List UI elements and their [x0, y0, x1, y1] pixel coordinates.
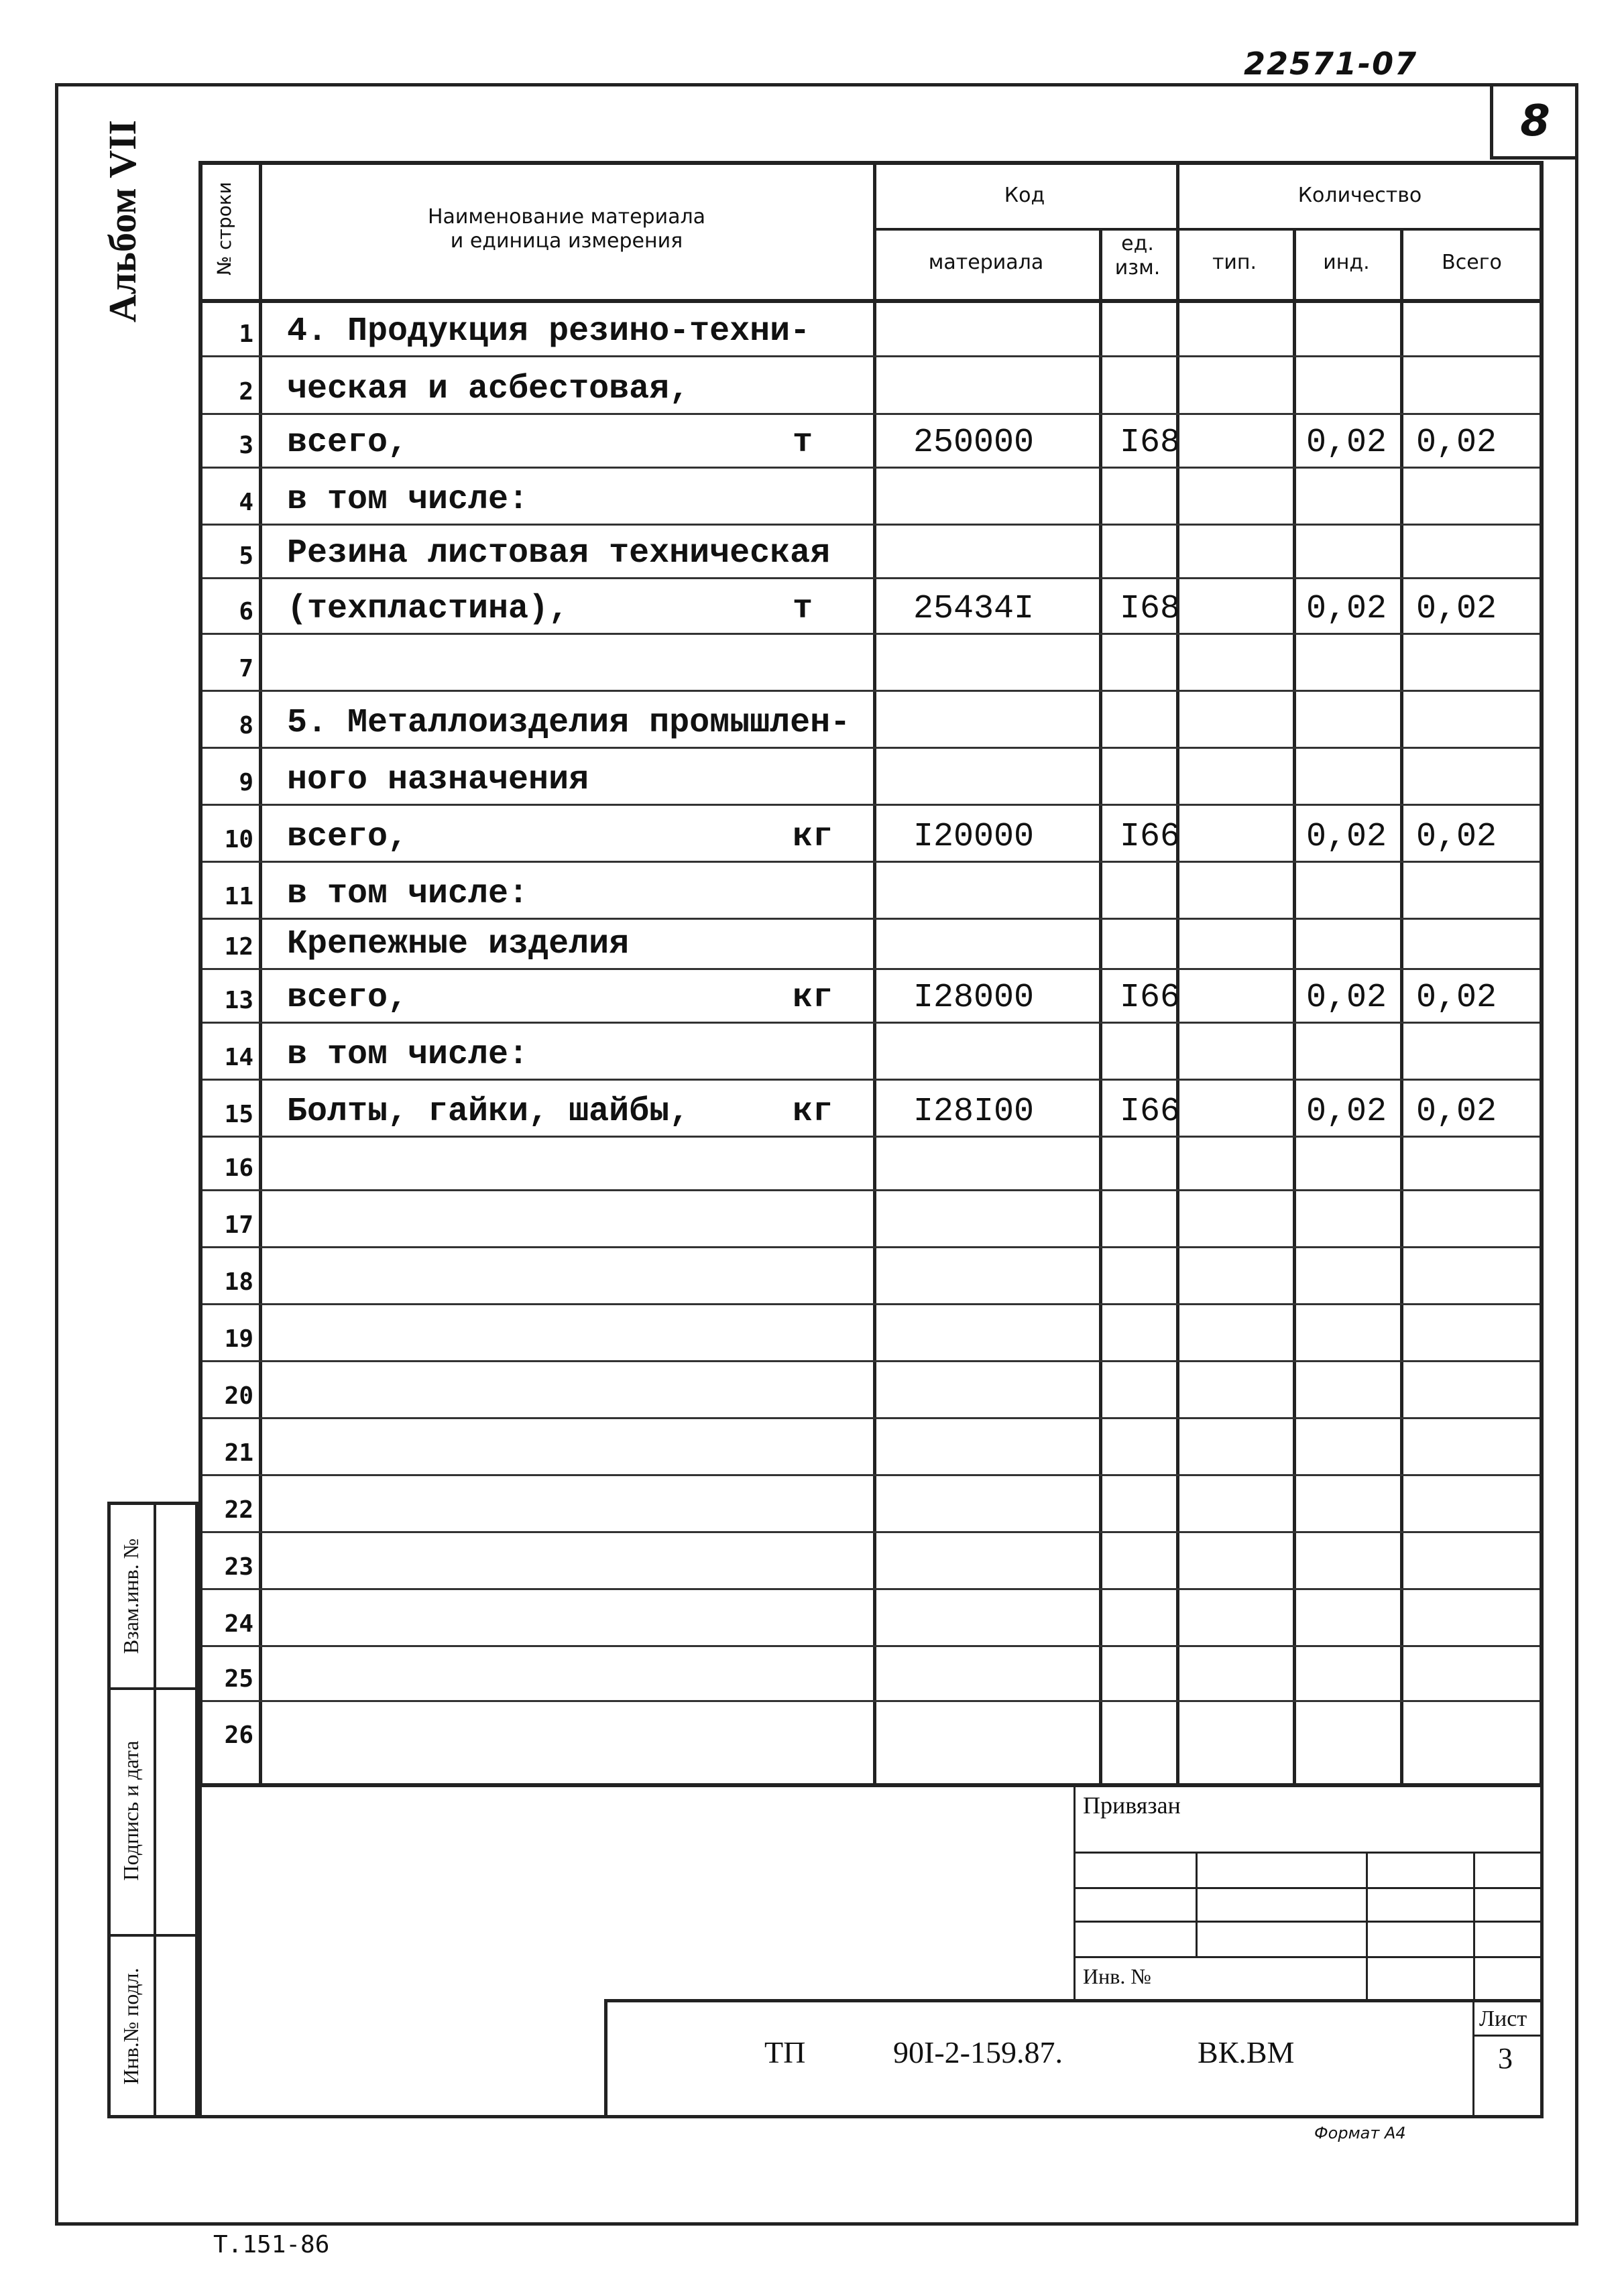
material-code: I20000: [913, 818, 1035, 856]
row-number: 13: [224, 987, 253, 1014]
row-number: 24: [224, 1610, 253, 1638]
row-number: 15: [224, 1101, 253, 1128]
row-number: 21: [224, 1439, 253, 1467]
material-name: Резина листовая техническая: [287, 534, 831, 572]
unit-code: I66: [1120, 979, 1181, 1017]
row-number: 5: [239, 542, 253, 570]
row-number: 23: [224, 1553, 253, 1581]
unit-label: кг: [793, 1093, 833, 1131]
unit-code: I68: [1120, 590, 1181, 628]
quantity-total: 0,02: [1416, 424, 1497, 462]
stamp-divider: [1196, 1852, 1198, 1956]
quantity-total: 0,02: [1416, 979, 1497, 1017]
row-divider: [202, 1079, 1540, 1081]
row-divider: [202, 1360, 1540, 1362]
row-divider: [202, 1700, 1540, 1702]
unit-code: I66: [1120, 818, 1181, 856]
row-number: 8: [239, 712, 253, 739]
col-divider: [1293, 228, 1296, 1783]
title-stamp: [198, 1783, 1544, 2118]
unit-code: I68: [1120, 424, 1181, 462]
col-divider: [873, 165, 876, 1783]
row-number: 25: [224, 1665, 253, 1693]
stamp-divider: [1472, 2002, 1474, 2118]
sheet-number: 8: [1490, 84, 1577, 160]
row-number: 20: [224, 1382, 253, 1410]
row-divider: [202, 467, 1540, 469]
row-divider: [202, 524, 1540, 526]
row-divider: [202, 804, 1540, 806]
row-number: 26: [224, 1721, 253, 1749]
unit-code: I66: [1120, 1093, 1181, 1131]
row-divider: [202, 413, 1540, 415]
row-number: 2: [239, 378, 253, 406]
album-label: Альбом VII: [101, 119, 144, 323]
row-divider: [202, 1645, 1540, 1647]
row-number: 18: [224, 1268, 253, 1296]
row-divider: [202, 690, 1540, 692]
material-code: 25434I: [913, 590, 1035, 628]
row-number: 14: [224, 1044, 253, 1071]
title-block: [604, 1999, 1543, 2118]
row-divider: [202, 633, 1540, 635]
material-name: в том числе:: [287, 481, 529, 519]
vzam-inv-label: Взам.инв. №: [119, 1538, 143, 1654]
row-divider: [202, 968, 1540, 970]
material-name: Крепежные изделия: [287, 925, 630, 963]
row-divider: [202, 577, 1540, 579]
unit-label: кг: [793, 979, 833, 1017]
header-bottom: [202, 299, 1540, 303]
row-number: 12: [224, 933, 253, 961]
stamp-divider: [1074, 1956, 1540, 1958]
quantity-total: 0,02: [1416, 1093, 1497, 1131]
row-divider: [202, 1588, 1540, 1590]
header-divider: [873, 228, 1540, 231]
unit-label: кг: [793, 818, 833, 856]
materials-table: [198, 161, 1544, 1787]
material-name: всего,: [287, 424, 408, 462]
material-name: в том числе:: [287, 1036, 529, 1074]
qty-type-header: тип.: [1212, 251, 1257, 274]
privyazan-label: Привязан: [1083, 1792, 1181, 1819]
material-name: (техпластина),: [287, 590, 569, 628]
quantity-ind: 0,02: [1306, 979, 1387, 1017]
row-divider: [202, 1189, 1540, 1191]
unit-label: т: [793, 424, 813, 462]
row-divider: [202, 1417, 1540, 1419]
row-number-header: № строки: [213, 182, 235, 276]
row-divider: [202, 1303, 1540, 1305]
row-divider: [202, 918, 1540, 920]
row-number: 16: [224, 1154, 253, 1182]
row-number: 6: [239, 598, 253, 625]
row-divider: [202, 1022, 1540, 1024]
inv-no-label: Инв. №: [1083, 1964, 1151, 1988]
list-label: Лист: [1479, 2006, 1527, 2031]
material-name: 4. Продукция резино-техни-: [287, 312, 811, 351]
material-name: ного назначения: [287, 761, 589, 799]
quantity-ind: 0,02: [1306, 1093, 1387, 1131]
side-divider: [154, 1505, 156, 2115]
row-number: 19: [224, 1325, 253, 1353]
side-stamp: [107, 1502, 198, 2118]
row-number: 22: [224, 1496, 253, 1524]
row-number: 11: [224, 883, 253, 910]
format-label: Формат А4: [1314, 2124, 1406, 2142]
code-material-header: материала: [928, 251, 1044, 274]
row-number: 10: [224, 826, 253, 853]
stamp-divider: [1074, 1852, 1540, 1854]
row-divider: [202, 1474, 1540, 1476]
quantity-header: Количество: [1297, 184, 1422, 207]
list-value: 3: [1498, 2042, 1513, 2075]
col-divider: [1400, 228, 1403, 1783]
material-name: Болты, гайки, шайбы,: [287, 1093, 690, 1131]
col-divider: [1099, 228, 1102, 1783]
title-number: 90I-2-159.87.: [893, 2035, 1063, 2069]
col-divider: [1176, 165, 1179, 1783]
row-divider: [202, 1246, 1540, 1248]
material-code: I28000: [913, 979, 1035, 1017]
row-number: 7: [239, 655, 253, 682]
stamp-divider: [1074, 1783, 1076, 1999]
row-divider: [202, 747, 1540, 749]
material-name: всего,: [287, 979, 408, 1017]
quantity-ind: 0,02: [1306, 590, 1387, 628]
inv-podl-label: Инв.№ подл.: [119, 1968, 143, 2085]
row-number: 3: [239, 432, 253, 459]
row-number: 4: [239, 489, 253, 516]
quantity-ind: 0,02: [1306, 424, 1387, 462]
stamp-divider: [1074, 1921, 1540, 1923]
col-divider: [259, 165, 262, 1783]
material-code: 250000: [913, 424, 1035, 462]
material-name: в том числе:: [287, 875, 529, 913]
row-divider: [202, 861, 1540, 863]
stamp-divider: [1366, 1852, 1368, 1999]
material-name: всего,: [287, 818, 408, 856]
row-divider: [202, 1136, 1540, 1138]
quantity-ind: 0,02: [1306, 818, 1387, 856]
code-header: Код: [1004, 184, 1045, 207]
stamp-divider: [1472, 2035, 1543, 2037]
title-tp: ТП: [764, 2035, 806, 2069]
stamp-divider: [1074, 1887, 1540, 1889]
material-code: I28I00: [913, 1093, 1035, 1131]
quantity-total: 0,02: [1416, 590, 1497, 628]
quantity-total: 0,02: [1416, 818, 1497, 856]
unit-label: т: [793, 590, 813, 628]
stamp-divider: [1473, 1852, 1475, 1999]
code-unit-header: ед. изм.: [1114, 232, 1161, 280]
qty-total-header: Всего: [1442, 251, 1502, 274]
material-name: ческая и асбестовая,: [287, 370, 690, 408]
title-mark: ВК.ВМ: [1198, 2035, 1295, 2069]
name-header: Наименование материала и единица измерения: [427, 205, 706, 253]
document-code: 22571-07: [1244, 46, 1418, 82]
qty-ind-header: инд.: [1323, 251, 1370, 274]
row-number: 17: [224, 1211, 253, 1239]
row-number: 9: [239, 769, 253, 796]
form-code: Т.151-86: [213, 2231, 330, 2258]
row-divider: [202, 1531, 1540, 1533]
material-name: 5. Металлоизделия промышлен-: [287, 704, 851, 742]
row-number: 1: [239, 320, 253, 348]
signature-date-label: Подпись и дата: [119, 1740, 143, 1881]
row-divider: [202, 355, 1540, 357]
